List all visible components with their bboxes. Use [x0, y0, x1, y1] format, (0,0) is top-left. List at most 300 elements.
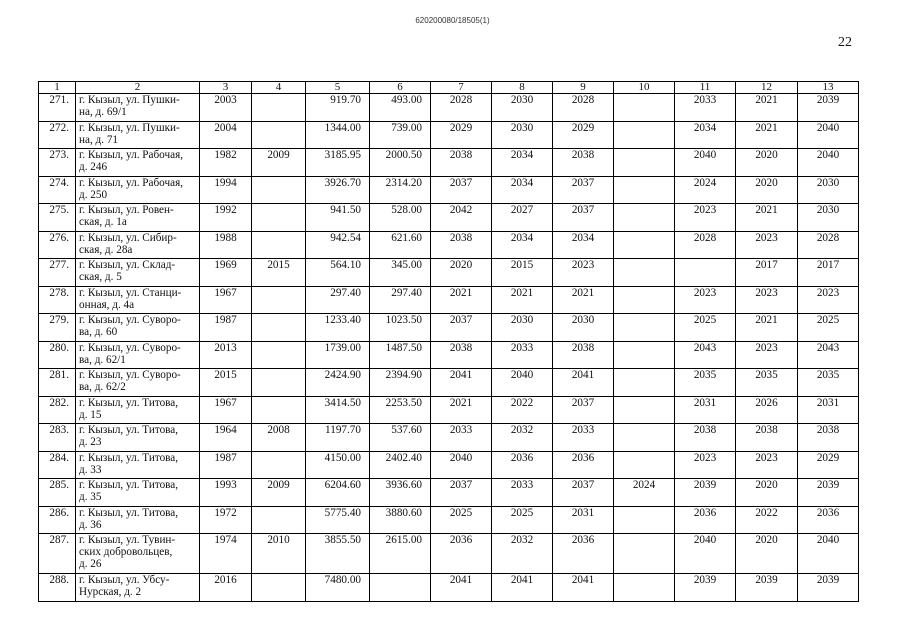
address-cell — [76, 506, 200, 534]
header-row — [39, 82, 859, 94]
year-cell — [252, 286, 306, 314]
year-cell: 2023 — [736, 341, 798, 369]
row-number-cell: 276. — [39, 231, 76, 259]
year-cell — [252, 94, 306, 122]
year-cell: 2031 — [798, 396, 859, 424]
address-line: г. Кызыл, ул. Титова, — [79, 424, 179, 436]
area-cell: 739.00 — [370, 121, 431, 149]
table-body — [39, 94, 859, 602]
year-cell: 2042 — [431, 204, 492, 232]
year-cell: 2038 — [675, 424, 736, 452]
year-cell: 2022 — [736, 506, 798, 534]
year-built-cell: 1994 — [200, 176, 252, 204]
year-cell: 2030 — [553, 314, 614, 342]
year-cell: 2008 — [252, 424, 306, 452]
table-row — [39, 149, 859, 177]
year-built-cell: 2015 — [200, 369, 252, 397]
year-cell: 2020 — [736, 149, 798, 177]
row-number-cell: 274. — [39, 176, 76, 204]
year-cell: 2036 — [553, 534, 614, 574]
year-built-cell: 1967 — [200, 396, 252, 424]
year-cell: 2015 — [252, 259, 306, 287]
address-line: г. Кызыл, ул. Убсу- — [79, 574, 170, 586]
area-cell: 7480.00 — [306, 574, 370, 602]
column-header: 12 — [736, 82, 798, 94]
area-cell: 3936.60 — [370, 479, 431, 507]
address-line: г. Кызыл, ул. Тувин- — [79, 534, 176, 546]
year-cell: 2038 — [553, 341, 614, 369]
area-cell: 1487.50 — [370, 341, 431, 369]
address-cell — [76, 231, 200, 259]
year-cell: 2017 — [736, 259, 798, 287]
housing-table — [38, 81, 859, 602]
year-cell — [252, 176, 306, 204]
year-cell — [252, 396, 306, 424]
table-row — [39, 314, 859, 342]
row-number-cell: 278. — [39, 286, 76, 314]
year-cell: 2025 — [675, 314, 736, 342]
year-cell: 2034 — [492, 231, 553, 259]
table-row — [39, 574, 859, 602]
year-cell: 2039 — [736, 574, 798, 602]
table-row — [39, 396, 859, 424]
year-cell: 2033 — [675, 94, 736, 122]
area-cell: 942.54 — [306, 231, 370, 259]
year-cell: 2036 — [675, 506, 736, 534]
area-cell: 1344.00 — [306, 121, 370, 149]
year-cell: 2020 — [736, 479, 798, 507]
table-row — [39, 451, 859, 479]
year-cell: 2033 — [553, 424, 614, 452]
year-built-cell: 1972 — [200, 506, 252, 534]
address-line: ва, д. 62/1 — [79, 353, 126, 366]
address-line: ва, д. 60 — [79, 326, 118, 338]
year-cell: 2021 — [492, 286, 553, 314]
column-header: 1 — [39, 82, 76, 94]
year-cell: 2023 — [736, 231, 798, 259]
year-cell: 2020 — [431, 259, 492, 287]
address-cell — [76, 341, 200, 369]
year-cell: 2009 — [252, 149, 306, 177]
row-number-cell: 285. — [39, 479, 76, 507]
table-row — [39, 286, 859, 314]
year-cell: 2043 — [798, 341, 859, 369]
address-line: д. 23 — [79, 436, 102, 448]
year-cell — [252, 121, 306, 149]
year-cell: 2024 — [675, 176, 736, 204]
address-line: на, д. 71 — [79, 133, 119, 146]
address-line: д. 26 — [79, 558, 102, 570]
year-cell: 2032 — [492, 534, 553, 574]
year-built-cell: 1964 — [200, 424, 252, 452]
address-line: г. Кызыл, ул. Станци- — [79, 286, 182, 299]
table-row — [39, 424, 859, 452]
year-cell: 2038 — [431, 231, 492, 259]
row-number-cell: 271. — [39, 94, 76, 122]
address-line: Нурская, д. 2 — [79, 586, 142, 598]
address-line: г. Кызыл, ул. Титова, — [79, 451, 179, 464]
year-cell — [252, 341, 306, 369]
year-cell: 2030 — [492, 94, 553, 122]
year-cell: 2037 — [553, 479, 614, 507]
address-line: г. Кызыл, ул. Пушки- — [79, 94, 180, 106]
year-cell: 2023 — [553, 259, 614, 287]
table-row — [39, 204, 859, 232]
column-header: 10 — [614, 82, 675, 94]
row-number-cell: 273. — [39, 149, 76, 177]
year-built-cell: 1993 — [200, 479, 252, 507]
year-cell: 2027 — [492, 204, 553, 232]
year-cell — [614, 204, 675, 232]
table-row — [39, 479, 859, 507]
year-cell: 2035 — [798, 369, 859, 397]
year-cell: 2033 — [492, 479, 553, 507]
column-header: 5 — [306, 82, 370, 94]
area-cell: 6204.60 — [306, 479, 370, 507]
year-cell: 2041 — [431, 369, 492, 397]
address-cell — [76, 534, 200, 574]
year-cell: 2034 — [492, 176, 553, 204]
year-cell: 2038 — [431, 341, 492, 369]
year-cell: 2039 — [675, 479, 736, 507]
area-cell: 919.70 — [306, 94, 370, 122]
page-number: 22 — [838, 35, 852, 50]
table-row — [39, 534, 859, 574]
table-row — [39, 176, 859, 204]
area-cell: 3185.95 — [306, 149, 370, 177]
year-cell — [614, 121, 675, 149]
address-line: ская, д. 1а — [79, 216, 127, 228]
year-cell: 2036 — [798, 506, 859, 534]
address-cell — [76, 94, 200, 122]
year-built-cell: 2016 — [200, 574, 252, 602]
year-built-cell: 1974 — [200, 534, 252, 574]
year-cell: 2033 — [431, 424, 492, 452]
area-cell: 3926.70 — [306, 176, 370, 204]
address-cell — [76, 204, 200, 232]
year-cell — [614, 94, 675, 122]
year-cell — [614, 451, 675, 479]
year-built-cell: 1969 — [200, 259, 252, 287]
area-cell: 621.60 — [370, 231, 431, 259]
year-cell: 2037 — [431, 479, 492, 507]
address-line: г. Кызыл, ул. Суворо- — [79, 369, 181, 381]
column-header: 7 — [431, 82, 492, 94]
address-line: г. Кызыл, ул. Ровен- — [79, 204, 174, 216]
year-cell: 2040 — [675, 534, 736, 574]
year-cell: 2039 — [675, 574, 736, 602]
area-cell: 528.00 — [370, 204, 431, 232]
year-cell — [614, 341, 675, 369]
year-cell: 2031 — [675, 396, 736, 424]
table-row — [39, 259, 859, 287]
address-cell — [76, 479, 200, 507]
area-cell: 345.00 — [370, 259, 431, 287]
area-cell: 2000.50 — [370, 149, 431, 177]
year-cell — [614, 396, 675, 424]
year-cell: 2033 — [492, 341, 553, 369]
row-number-cell: 277. — [39, 259, 76, 287]
year-cell: 2029 — [431, 121, 492, 149]
year-built-cell: 1988 — [200, 231, 252, 259]
column-header: 4 — [252, 82, 306, 94]
year-cell: 2037 — [431, 176, 492, 204]
address-line: г. Кызыл, ул. Суворо- — [79, 314, 181, 326]
address-cell — [76, 396, 200, 424]
year-cell: 2021 — [736, 314, 798, 342]
row-number-cell: 283. — [39, 424, 76, 452]
year-cell: 2026 — [736, 396, 798, 424]
year-built-cell: 1992 — [200, 204, 252, 232]
year-cell: 2040 — [798, 121, 859, 149]
year-cell: 2023 — [736, 286, 798, 314]
year-built-cell: 1967 — [200, 286, 252, 314]
year-cell: 2029 — [553, 121, 614, 149]
year-cell: 2023 — [798, 286, 859, 314]
row-number-cell: 272. — [39, 121, 76, 149]
area-cell: 2615.00 — [370, 534, 431, 574]
year-cell: 2036 — [492, 451, 553, 479]
address-line: г. Кызыл, ул. Титова, — [79, 479, 179, 491]
year-cell: 2037 — [553, 396, 614, 424]
year-cell: 2017 — [798, 259, 859, 287]
year-cell: 2034 — [553, 231, 614, 259]
address-line: ских добровольцев, — [79, 546, 173, 558]
year-cell — [252, 369, 306, 397]
year-cell — [252, 506, 306, 534]
table-row — [39, 369, 859, 397]
year-cell: 2021 — [553, 286, 614, 314]
row-number-cell: 282. — [39, 396, 76, 424]
year-built-cell: 1987 — [200, 314, 252, 342]
year-cell: 2043 — [675, 341, 736, 369]
area-cell: 5775.40 — [306, 506, 370, 534]
row-number-cell: 279. — [39, 314, 76, 342]
area-cell: 2402.40 — [370, 451, 431, 479]
column-header: 11 — [675, 82, 736, 94]
address-cell — [76, 149, 200, 177]
year-cell: 2025 — [798, 314, 859, 342]
area-cell: 297.40 — [370, 286, 431, 314]
address-line: д. 15 — [79, 408, 102, 421]
address-cell — [76, 259, 200, 287]
row-number-cell: 280. — [39, 341, 76, 369]
year-cell — [614, 149, 675, 177]
table-row — [39, 94, 859, 122]
column-header: 3 — [200, 82, 252, 94]
area-cell: 3414.50 — [306, 396, 370, 424]
year-cell: 2037 — [431, 314, 492, 342]
year-cell: 2030 — [492, 121, 553, 149]
area-cell: 297.40 — [306, 286, 370, 314]
row-number-cell: 286. — [39, 506, 76, 534]
row-number-cell: 275. — [39, 204, 76, 232]
year-cell: 2034 — [675, 121, 736, 149]
address-line: г. Кызыл, ул. Суворо- — [79, 341, 181, 354]
year-cell: 2039 — [798, 94, 859, 122]
address-line: д. 35 — [79, 491, 102, 503]
address-line: онная, д. 4а — [79, 298, 135, 311]
area-cell: 3855.50 — [306, 534, 370, 574]
table-row — [39, 121, 859, 149]
year-cell: 2038 — [736, 424, 798, 452]
year-built-cell: 1987 — [200, 451, 252, 479]
address-line: г. Кызыл, ул. Рабочая, — [79, 176, 184, 189]
address-cell — [76, 424, 200, 452]
year-cell: 2028 — [798, 231, 859, 259]
year-cell — [675, 259, 736, 287]
year-cell — [614, 176, 675, 204]
year-cell — [614, 424, 675, 452]
area-cell: 493.00 — [370, 94, 431, 122]
year-cell: 2028 — [553, 94, 614, 122]
year-cell: 2040 — [675, 149, 736, 177]
year-cell — [614, 286, 675, 314]
year-cell: 2021 — [736, 94, 798, 122]
address-cell — [76, 286, 200, 314]
year-cell — [614, 574, 675, 602]
address-cell — [76, 369, 200, 397]
year-cell: 2028 — [675, 231, 736, 259]
area-cell: 1023.50 — [370, 314, 431, 342]
year-cell: 2035 — [675, 369, 736, 397]
year-cell: 2037 — [553, 204, 614, 232]
year-cell: 2040 — [492, 369, 553, 397]
area-cell: 1233.40 — [306, 314, 370, 342]
table-row — [39, 506, 859, 534]
document-id: 620200080/18505(1) — [415, 16, 490, 25]
address-line: г. Кызыл, ул. Пушки- — [79, 121, 180, 134]
year-cell: 2029 — [798, 451, 859, 479]
year-cell: 2032 — [492, 424, 553, 452]
year-cell: 2041 — [431, 574, 492, 602]
year-cell: 2023 — [736, 451, 798, 479]
year-cell: 2024 — [614, 479, 675, 507]
address-line: д. 250 — [79, 188, 108, 201]
year-built-cell: 1982 — [200, 149, 252, 177]
address-line: ва, д. 62/2 — [79, 381, 126, 393]
year-built-cell: 2013 — [200, 341, 252, 369]
year-cell: 2022 — [492, 396, 553, 424]
address-line: д. 246 — [79, 161, 108, 173]
year-cell — [614, 369, 675, 397]
year-cell: 2040 — [798, 534, 859, 574]
year-cell: 2037 — [553, 176, 614, 204]
address-line: г. Кызыл, ул. Титова, — [79, 396, 179, 409]
year-cell — [614, 534, 675, 574]
year-cell: 2038 — [798, 424, 859, 452]
row-number-cell: 288. — [39, 574, 76, 602]
year-cell: 2021 — [431, 396, 492, 424]
year-cell: 2030 — [798, 204, 859, 232]
year-cell: 2036 — [431, 534, 492, 574]
year-cell: 2041 — [553, 574, 614, 602]
year-cell: 2009 — [252, 479, 306, 507]
area-cell: 4150.00 — [306, 451, 370, 479]
year-cell — [252, 314, 306, 342]
area-cell: 1197.70 — [306, 424, 370, 452]
year-cell: 2023 — [675, 451, 736, 479]
column-header: 2 — [76, 82, 200, 94]
row-number-cell: 284. — [39, 451, 76, 479]
area-cell: 941.50 — [306, 204, 370, 232]
area-cell: 2424.90 — [306, 369, 370, 397]
year-cell: 2039 — [798, 479, 859, 507]
year-cell — [614, 314, 675, 342]
year-cell — [614, 231, 675, 259]
area-cell: 3880.60 — [370, 506, 431, 534]
row-number-cell: 281. — [39, 369, 76, 397]
year-cell: 2036 — [553, 451, 614, 479]
area-cell: 2394.90 — [370, 369, 431, 397]
area-cell: 2253.50 — [370, 396, 431, 424]
row-number-cell: 287. — [39, 534, 76, 574]
address-line: ская, д. 5 — [79, 271, 122, 283]
year-cell: 2035 — [736, 369, 798, 397]
year-cell: 2015 — [492, 259, 553, 287]
address-line: г. Кызыл, ул. Титова, — [79, 506, 179, 519]
year-cell: 2023 — [675, 286, 736, 314]
area-cell: 537.60 — [370, 424, 431, 452]
address-line: г. Кызыл, ул. Сибир- — [79, 231, 177, 244]
year-cell — [252, 204, 306, 232]
address-cell — [76, 121, 200, 149]
column-header: 13 — [798, 82, 859, 94]
year-cell: 2030 — [492, 314, 553, 342]
year-cell: 2020 — [736, 176, 798, 204]
address-cell — [76, 451, 200, 479]
column-header: 8 — [492, 82, 553, 94]
address-line: г. Кызыл, ул. Рабочая, — [79, 149, 184, 161]
address-cell — [76, 314, 200, 342]
year-cell: 2034 — [492, 149, 553, 177]
address-line: д. 33 — [79, 463, 102, 476]
year-cell: 2030 — [798, 176, 859, 204]
year-cell: 2010 — [252, 534, 306, 574]
year-cell: 2025 — [431, 506, 492, 534]
column-header: 6 — [370, 82, 431, 94]
year-cell: 2038 — [431, 149, 492, 177]
year-cell: 2023 — [675, 204, 736, 232]
year-cell: 2028 — [431, 94, 492, 122]
table-row — [39, 231, 859, 259]
address-cell — [76, 176, 200, 204]
area-cell: 2314.20 — [370, 176, 431, 204]
address-line: на, д. 69/1 — [79, 106, 127, 118]
year-cell: 2021 — [736, 121, 798, 149]
year-cell — [614, 259, 675, 287]
year-cell: 2021 — [431, 286, 492, 314]
year-cell: 2031 — [553, 506, 614, 534]
area-cell: 1739.00 — [306, 341, 370, 369]
year-cell: 2039 — [798, 574, 859, 602]
year-cell — [614, 506, 675, 534]
year-cell: 2021 — [736, 204, 798, 232]
address-line: д. 36 — [79, 518, 102, 531]
year-built-cell: 2003 — [200, 94, 252, 122]
year-cell — [252, 231, 306, 259]
address-line: ская, д. 28а — [79, 243, 133, 256]
year-cell: 2020 — [736, 534, 798, 574]
year-cell: 2025 — [492, 506, 553, 534]
year-cell: 2041 — [553, 369, 614, 397]
year-built-cell: 2004 — [200, 121, 252, 149]
year-cell: 2041 — [492, 574, 553, 602]
year-cell: 2038 — [553, 149, 614, 177]
area-cell — [370, 574, 431, 602]
area-cell: 564.10 — [306, 259, 370, 287]
address-cell — [76, 574, 200, 602]
